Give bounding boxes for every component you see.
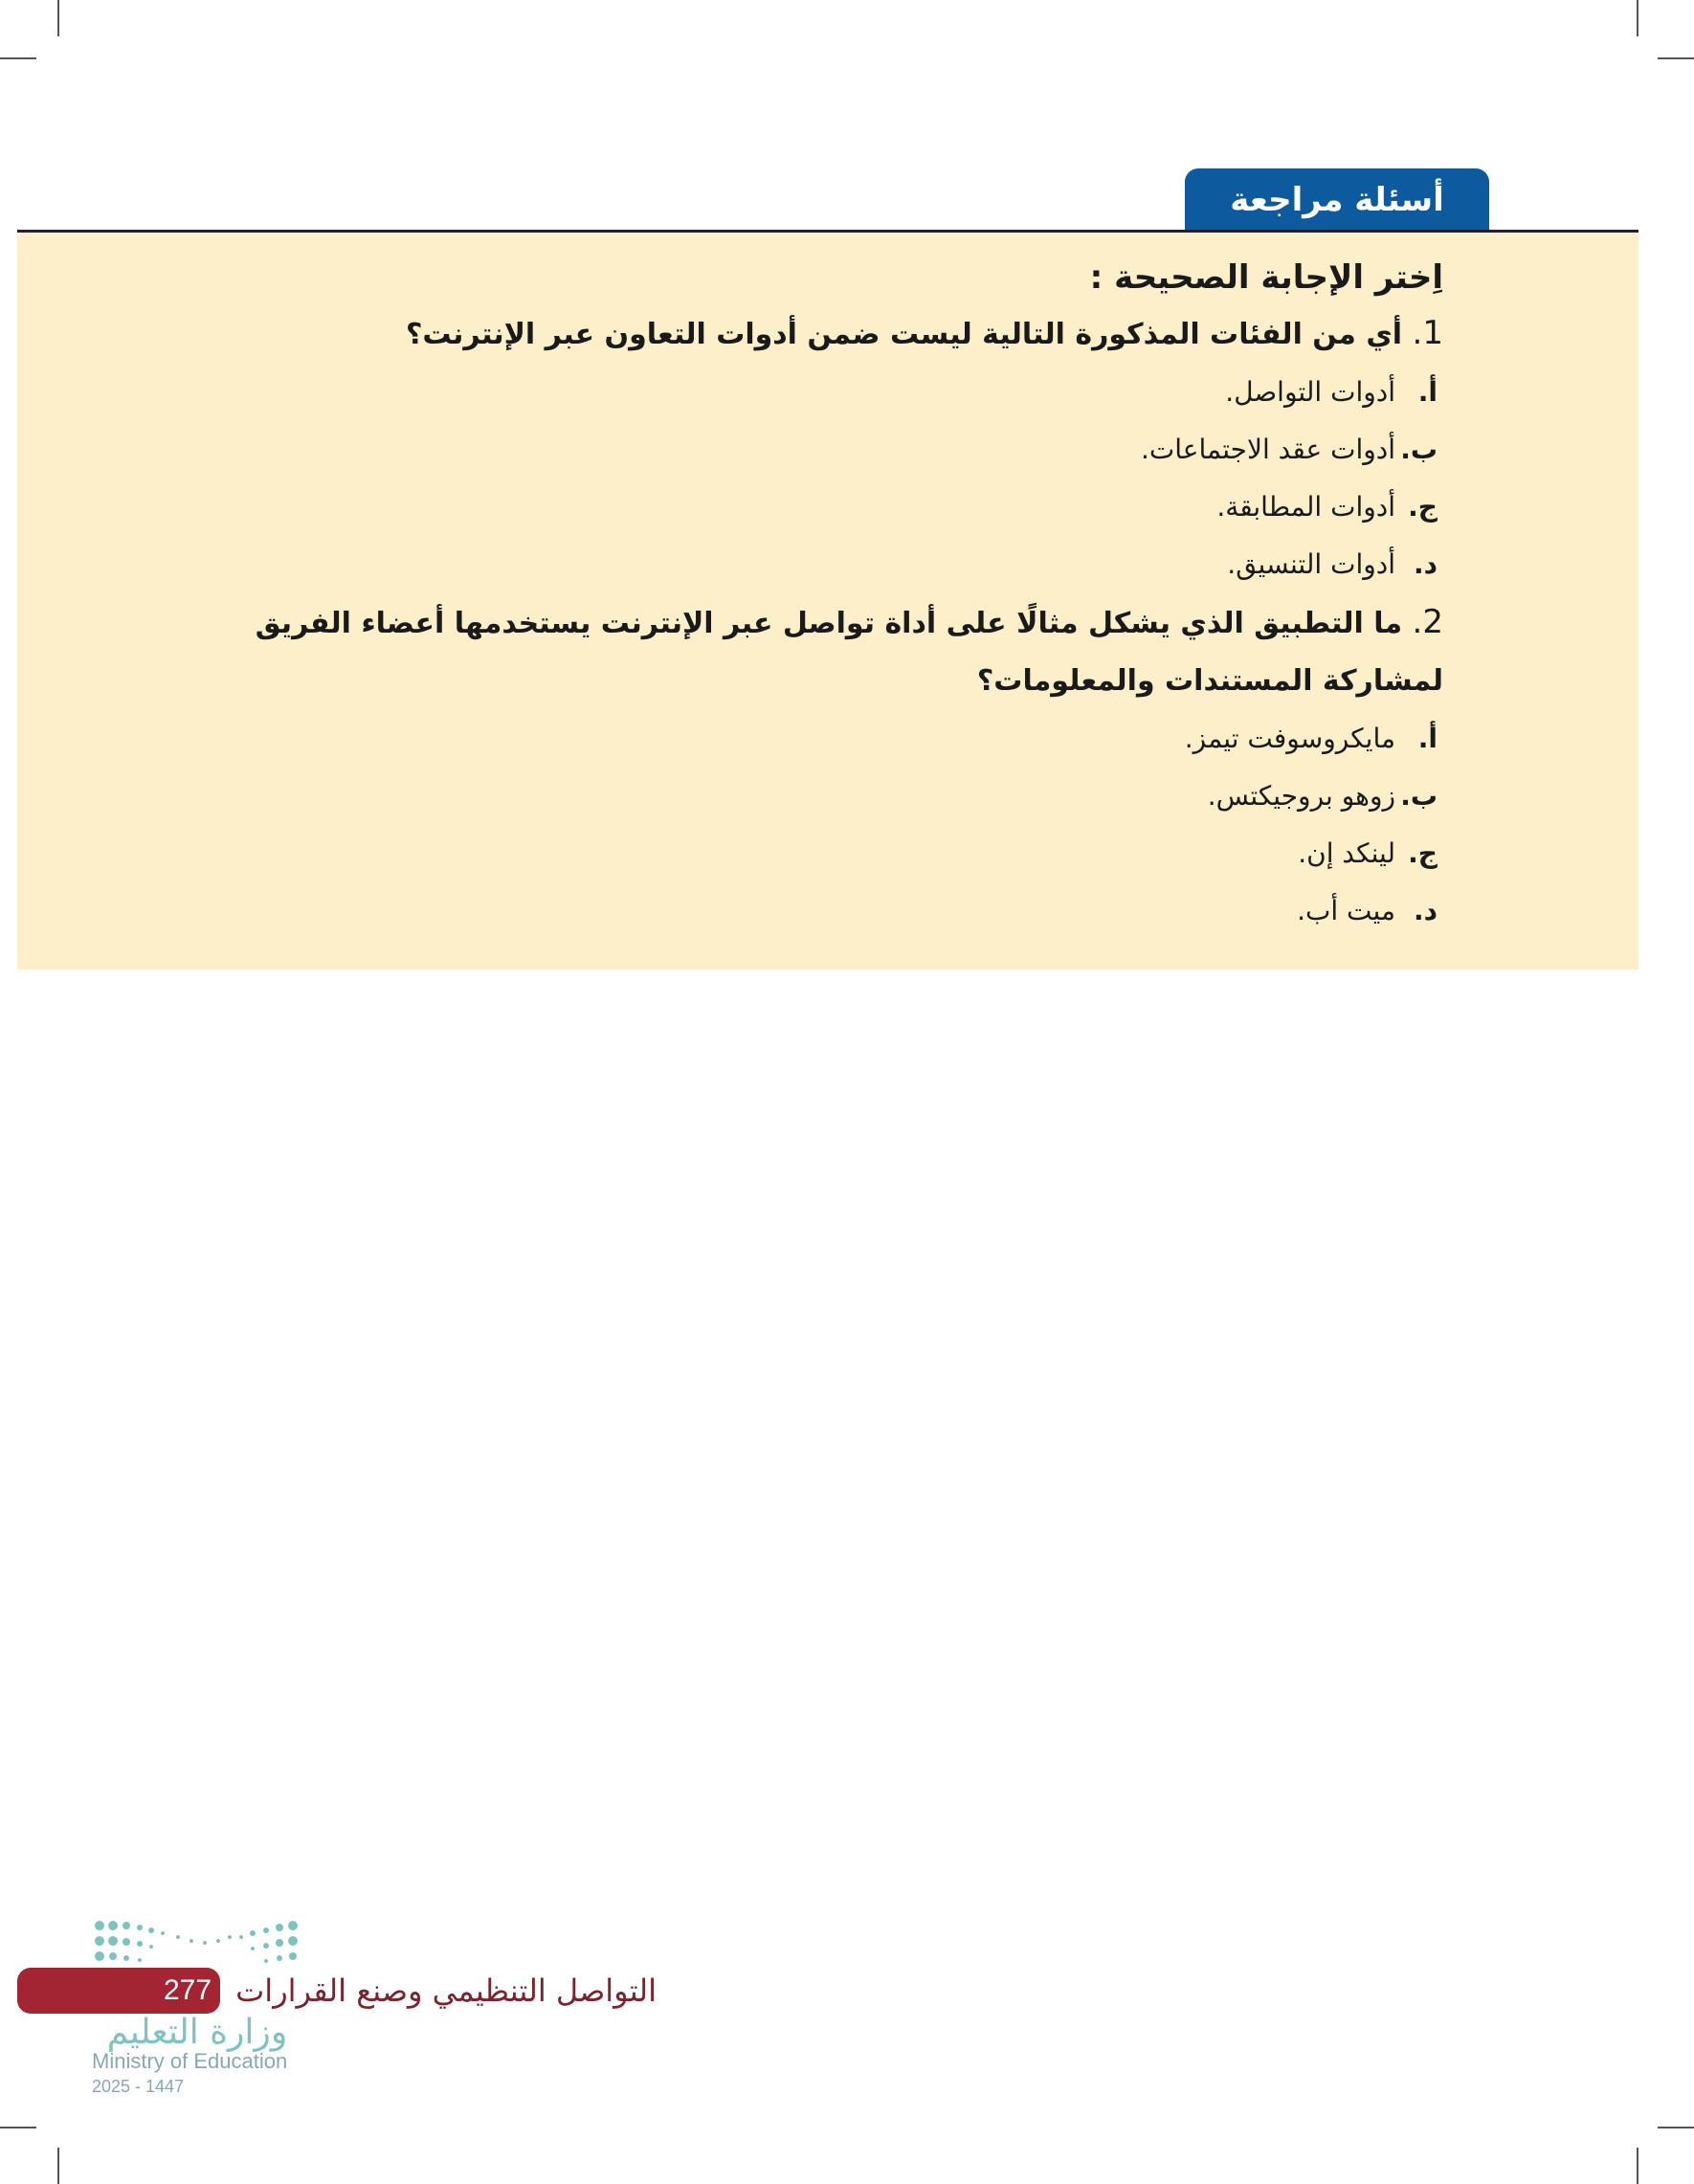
crop-mark xyxy=(1658,2127,1694,2128)
page-number: 277 xyxy=(163,1974,212,2006)
option-letter: د. xyxy=(1413,548,1438,580)
option-text: أدوات المطابقة. xyxy=(1216,491,1395,523)
instruction-text: اِختر الإجابة الصحيحة : xyxy=(1089,258,1443,297)
option-text: مايكروسوفت تيمز. xyxy=(1184,723,1395,754)
question-text: أي من الفئات المذكورة التالية ليست ضمن أدوات التعاون عبر الإنترنت؟ xyxy=(406,318,1403,351)
option-item[interactable] xyxy=(132,768,1443,825)
option-letter: أ. xyxy=(1417,723,1438,754)
option-letter: ب. xyxy=(1400,780,1438,812)
questions-content xyxy=(132,251,1443,940)
option-letter: د. xyxy=(1413,895,1438,926)
option-text: أدوات التنسيق. xyxy=(1227,548,1395,580)
crop-mark xyxy=(1637,2148,1638,2184)
question-block xyxy=(132,593,1443,940)
option-item[interactable] xyxy=(132,825,1443,882)
question-2 xyxy=(132,593,1443,710)
chapter-title: التواصل التنظيمي وصنع القرارات xyxy=(235,1972,657,2009)
question-number: 2. xyxy=(1412,603,1443,641)
option-letter: أ. xyxy=(1417,376,1438,408)
crop-mark xyxy=(0,2127,36,2128)
crop-mark xyxy=(1658,57,1694,59)
question-number: 1. xyxy=(1412,314,1443,352)
option-item[interactable] xyxy=(132,710,1443,768)
option-text: أدوات التواصل. xyxy=(1225,376,1395,408)
review-questions-tab: أسئلة مراجعة xyxy=(1185,168,1489,232)
question-1 xyxy=(132,304,1443,364)
option-item[interactable] xyxy=(132,364,1443,421)
option-text: لينكد إن. xyxy=(1298,837,1395,869)
option-letter: ج. xyxy=(1408,491,1438,523)
crop-mark xyxy=(57,2148,59,2184)
crop-mark xyxy=(0,57,36,59)
option-item[interactable] xyxy=(132,421,1443,479)
option-item[interactable] xyxy=(132,536,1443,593)
ministry-logo-english: Ministry of Education xyxy=(92,2049,288,2073)
question-block xyxy=(132,304,1443,593)
option-letter: ج. xyxy=(1408,837,1438,869)
option-text: ميت أب. xyxy=(1297,895,1395,926)
ministry-logo-arabic: وزارة التعليم xyxy=(106,2013,288,2052)
ministry-logo-year: 2025 - 1447 xyxy=(92,2077,185,2096)
option-text: زوهو بروجيكتس. xyxy=(1207,780,1395,812)
option-letter: ب. xyxy=(1400,434,1438,465)
question-text: ما التطبيق الذي يشكل مثالًا على أداة تواصل عبر الإنترنت يستخدمها أعضاء الفريق لمشاركة المستندات والمعلومات؟ xyxy=(255,607,1443,698)
option-item[interactable] xyxy=(132,479,1443,536)
option-text: أدوات عقد الاجتماعات. xyxy=(1141,434,1395,465)
crop-mark xyxy=(1637,0,1638,36)
option-item[interactable] xyxy=(132,882,1443,940)
crop-mark xyxy=(57,0,59,36)
